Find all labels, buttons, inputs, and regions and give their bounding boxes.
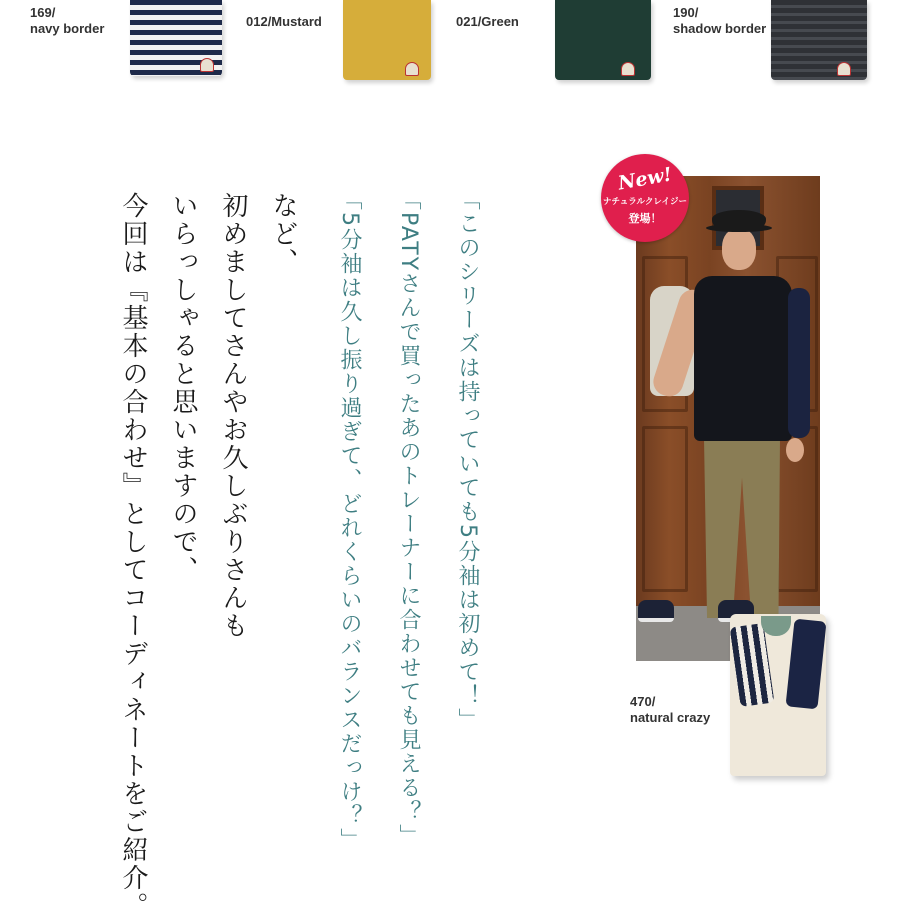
body-line-2: 初めましてさんやお久しぶりさんも [218,192,248,640]
product-thumbnail[interactable] [343,0,431,80]
variant-label: 012/Mustard [246,14,322,29]
body-line-3: いらっしゃると思いますので、 [168,192,198,584]
badge-line-1: ナチュラルクレイジー [603,197,687,207]
variant-label: 169/ navy border [30,5,105,36]
product-thumbnail[interactable] [771,0,867,80]
badge-script: New! [616,163,674,195]
quote-1: 「このシリーズは持っていても5分袖は初めて！」 [455,188,480,732]
quote-2: 「PATYさんで買ったあのトレーナーに合わせても見える？」 [396,188,421,849]
product-thumbnail[interactable] [555,0,651,80]
body-line-4: 今回は『基本の合わせ』としてコーディネートをご紹介。 [118,192,148,920]
product-label: 470/ natural crazy [630,694,711,725]
badge-line-2: 登場！ [628,212,662,225]
quote-3: 「5分袖は久し振り過ぎて、どれくらいのバランスだっけ？」 [337,188,362,852]
variant-label: 190/ shadow border [673,5,767,36]
product-thumbnail[interactable] [130,0,222,76]
body-line-1: など、 [268,192,298,276]
new-badge [601,154,689,242]
variant-label: 021/Green [456,14,519,29]
model-photo [636,176,820,661]
